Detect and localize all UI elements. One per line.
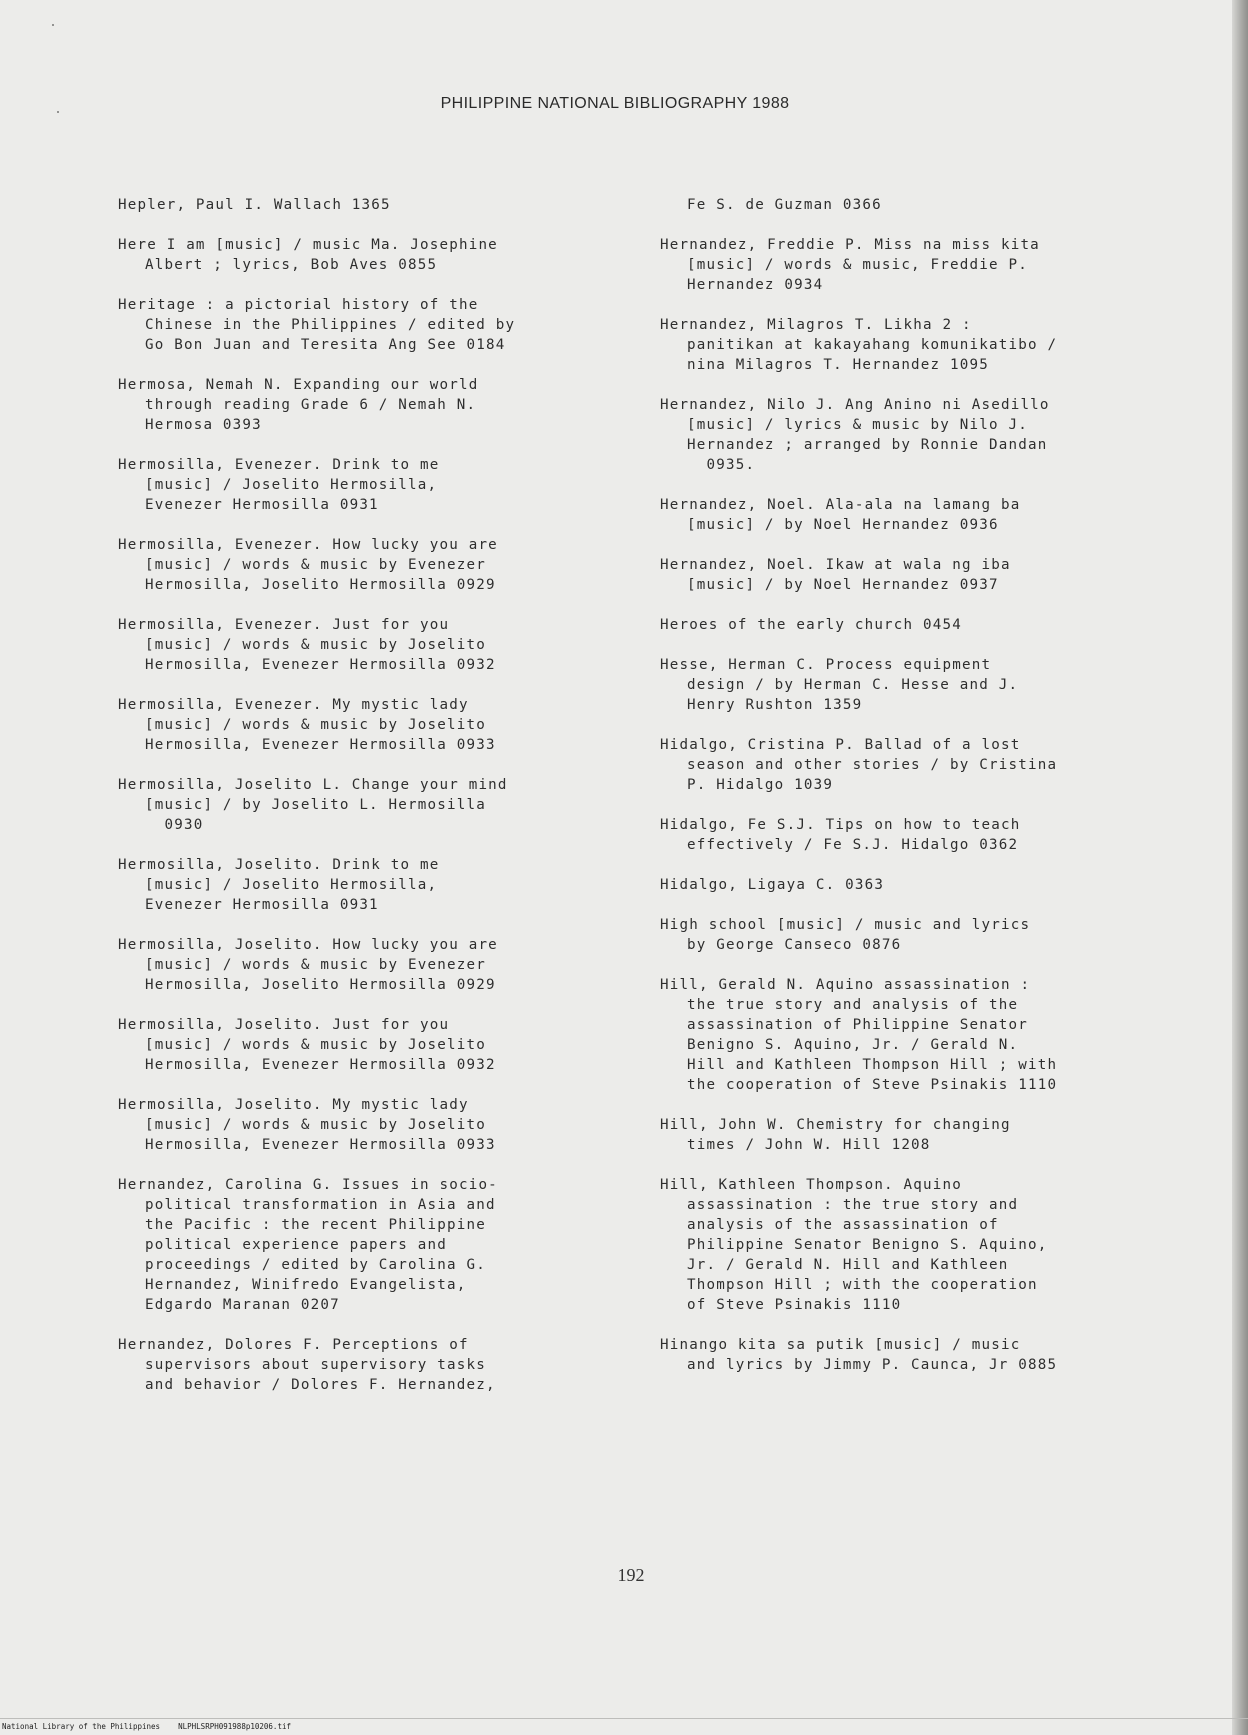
entry-heading-line: High school [music] / music and lyrics [660,917,1031,933]
entry-heading-line: Hermosilla, Evenezer. How lucky you are [118,537,498,553]
entry-continuation-line: Albert ; lyrics, Bob Aves 0855 [145,257,438,273]
entry-continuation-line: Jr. / Gerald N. Hill and Kathleen [687,1257,1009,1273]
entry-heading-line: Hernandez, Noel. Ala-ala na lamang ba [660,497,1021,513]
bibliography-entry [660,915,1180,955]
entry-heading-line: Hermosilla, Joselito. How lucky you are [118,937,498,953]
entry-continuation-line: Go Bon Juan and Teresita Ang See 0184 [145,337,506,353]
entry-continuation-line: [music] / words & music by Joselito [145,1037,486,1053]
entry-heading-line: Hesse, Herman C. Process equipment [660,657,992,673]
entry-continuation-line: Hermosilla, Evenezer Hermosilla 0933 [145,737,496,753]
bibliography-entry [118,535,638,595]
entry-continuation-line: Hernandez, Winifredo Evangelista, [145,1277,467,1293]
bibliography-entry [118,1015,638,1075]
scan-footer: National Library of the Philippines NLPHLSRPH091988p10206.tif [2,1722,291,1731]
right-column [660,195,1180,1395]
entry-continuation-line: 0930 [145,817,204,833]
bibliography-entry [118,935,638,995]
entry-continuation-line: [music] / by Joselito L. Hermosilla [145,797,486,813]
left-column [118,195,638,1415]
entry-heading-line: Hepler, Paul I. Wallach 1365 [118,197,391,213]
footer-divider [0,1718,1248,1719]
entry-heading-line: Hermosa, Nemah N. Expanding our world [118,377,479,393]
bibliography-entry [660,615,1180,635]
bibliography-entry [118,855,638,915]
entry-heading-line: Heroes of the early church 0454 [660,617,962,633]
entry-continuation-line: Henry Rushton 1359 [687,697,863,713]
entry-continuation-line: [music] / words & music by Evenezer [145,557,486,573]
page-number: 192 [617,1565,645,1585]
entry-heading-line: Hill, John W. Chemistry for changing [660,1117,1011,1133]
bibliography-entry [660,1335,1180,1375]
entry-continuation-line: assassination of Philippine Senator [687,1017,1028,1033]
bibliography-entry [660,195,1180,215]
entry-continuation-line: Hermosilla, Evenezer Hermosilla 0932 [145,657,496,673]
bibliography-entry [660,395,1180,475]
entry-continuation-line: [music] / Joselito Hermosilla, [145,877,438,893]
bibliography-entry [660,235,1180,295]
entry-continuation-line: [music] / by Noel Hernandez 0936 [687,517,999,533]
bibliography-entry [660,875,1180,895]
page-edge-shadow [1232,0,1248,1735]
entry-continuation-line: Hermosilla, Joselito Hermosilla 0929 [145,977,496,993]
entry-continuation-line: [music] / lyrics & music by Nilo J. [687,417,1028,433]
entry-heading-line: Hermosilla, Evenezer. Drink to me [118,457,440,473]
bibliography-entry [118,195,638,215]
entry-continuation-line: and behavior / Dolores F. Hernandez, [145,1377,496,1393]
entry-heading-line: Hill, Gerald N. Aquino assassination : [660,977,1031,993]
entry-heading-line: Hidalgo, Ligaya C. 0363 [660,877,885,893]
bibliography-entry [660,315,1180,375]
entry-continuation-line: [music] / words & music by Joselito [145,717,486,733]
entry-heading-line: Hermosilla, Evenezer. My mystic lady [118,697,469,713]
entry-continuation-line: by George Canseco 0876 [687,937,902,953]
bibliography-entry [660,1115,1180,1155]
entry-heading-line: Hernandez, Noel. Ikaw at wala ng iba [660,557,1011,573]
entry-heading-line: Hermosilla, Joselito. Drink to me [118,857,440,873]
scan-speck [52,24,54,26]
entry-continuation-line: P. Hidalgo 1039 [687,777,834,793]
entry-continuation-line: Hermosilla, Evenezer Hermosilla 0933 [145,1137,496,1153]
entry-continuation-line: proceedings / edited by Carolina G. [145,1257,486,1273]
bibliography-entry [118,235,638,275]
entry-continuation-line: Thompson Hill ; with the cooperation [687,1277,1038,1293]
bibliography-entry [660,555,1180,595]
bibliography-entry [118,615,638,675]
entry-continuation-line: the cooperation of Steve Psinakis 1110 [687,1077,1058,1093]
entry-continuation-line: season and other stories / by Cristina [687,757,1058,773]
bibliography-entry [118,695,638,755]
entry-continuation-line: analysis of the assassination of [687,1217,999,1233]
bibliography-entry [660,1175,1180,1315]
entry-heading-line: Hernandez, Milagros T. Likha 2 : [660,317,972,333]
entry-continuation-line: the Pacific : the recent Philippine [145,1217,486,1233]
entry-continuation-line: Hermosilla, Joselito Hermosilla 0929 [145,577,496,593]
bibliography-entry [660,815,1180,855]
entry-continuation-line: [music] / Joselito Hermosilla, [145,477,438,493]
entry-continuation-line: the true story and analysis of the [687,997,1019,1013]
entry-continuation-line: panitikan at kakayahang komunikatibo / [687,337,1058,353]
entry-continuation-line: nina Milagros T. Hernandez 1095 [687,357,989,373]
entry-continuation-line: of Steve Psinakis 1110 [687,1297,902,1313]
entry-continuation-line: Evenezer Hermosilla 0931 [145,897,379,913]
bibliography-entry [118,775,638,835]
bibliography-entry [660,735,1180,795]
entry-continuation-line: [music] / by Noel Hernandez 0937 [687,577,999,593]
entry-continuation-line: [music] / words & music, Freddie P. [687,257,1028,273]
entry-heading-line: Heritage : a pictorial history of the [118,297,479,313]
entry-continuation-line: Benigno S. Aquino, Jr. / Gerald N. [687,1037,1019,1053]
entry-heading-line: Hermosilla, Joselito. My mystic lady [118,1097,469,1113]
entry-continuation-line: and lyrics by Jimmy P. Caunca, Jr 0885 [687,1357,1058,1373]
entry-heading-line: Here I am [music] / music Ma. Josephine [118,237,498,253]
entry-heading-line: Hidalgo, Fe S.J. Tips on how to teach [660,817,1021,833]
entry-heading-line: Hill, Kathleen Thompson. Aquino [660,1177,962,1193]
entry-continuation-line: Hermosa 0393 [145,417,262,433]
entry-heading-line: Hermosilla, Evenezer. Just for you [118,617,450,633]
bibliography-entry [118,1335,638,1395]
entry-continuation-line: [music] / words & music by Joselito [145,1117,486,1133]
entry-continuation-line: political transformation in Asia and [145,1197,496,1213]
entry-heading-line: Hermosilla, Joselito. Just for you [118,1017,450,1033]
bibliography-entry [118,1175,638,1315]
entry-continuation-line: Philippine Senator Benigno S. Aquino, [687,1237,1048,1253]
entry-heading-line: Hinango kita sa putik [music] / music [660,1337,1021,1353]
page-title: PHILIPPINE NATIONAL BIBLIOGRAPHY 1988 [440,95,790,112]
entry-heading-line: Hernandez, Dolores F. Perceptions of [118,1337,469,1353]
entry-continuation-line: Chinese in the Philippines / edited by [145,317,516,333]
entry-continuation-line: assassination : the true story and [687,1197,1019,1213]
entry-continuation-line: political experience papers and [145,1237,447,1253]
entry-continuation-line: Hill and Kathleen Thompson Hill ; with [687,1057,1058,1073]
entry-continuation-line: supervisors about supervisory tasks [145,1357,486,1373]
entry-continuation-line: through reading Grade 6 / Nemah N. [145,397,477,413]
entry-continuation-line: [music] / words & music by Evenezer [145,957,486,973]
bibliography-entry [118,375,638,435]
entry-continuation-line: Edgardo Maranan 0207 [145,1297,340,1313]
entry-heading-line: Hernandez, Nilo J. Ang Anino ni Asedillo [660,397,1050,413]
entry-heading-line: Hermosilla, Joselito L. Change your mind [118,777,508,793]
bibliography-entry [660,495,1180,535]
entry-heading-line: Hernandez, Freddie P. Miss na miss kita [660,237,1040,253]
entry-continuation-line: times / John W. Hill 1208 [687,1137,931,1153]
entry-continuation-line: Evenezer Hermosilla 0931 [145,497,379,513]
entry-continuation-line: Hernandez ; arranged by Ronnie Dandan [687,437,1048,453]
bibliography-entry [660,975,1180,1095]
entry-continuation-line: effectively / Fe S.J. Hidalgo 0362 [687,837,1019,853]
entry-continuation-line: [music] / words & music by Joselito [145,637,486,653]
entry-continuation-line: Hernandez 0934 [687,277,824,293]
bibliography-entry [118,1095,638,1155]
bibliography-entry [118,455,638,515]
entry-heading-line: Fe S. de Guzman 0366 [687,197,882,213]
entry-heading-line: Hernandez, Carolina G. Issues in socio- [118,1177,498,1193]
entry-heading-line: Hidalgo, Cristina P. Ballad of a lost [660,737,1021,753]
bibliography-entry [118,295,638,355]
entry-continuation-line: Hermosilla, Evenezer Hermosilla 0932 [145,1057,496,1073]
entry-continuation-line: 0935. [687,457,756,473]
bibliography-entry [660,655,1180,715]
entry-continuation-line: design / by Herman C. Hesse and J. [687,677,1019,693]
